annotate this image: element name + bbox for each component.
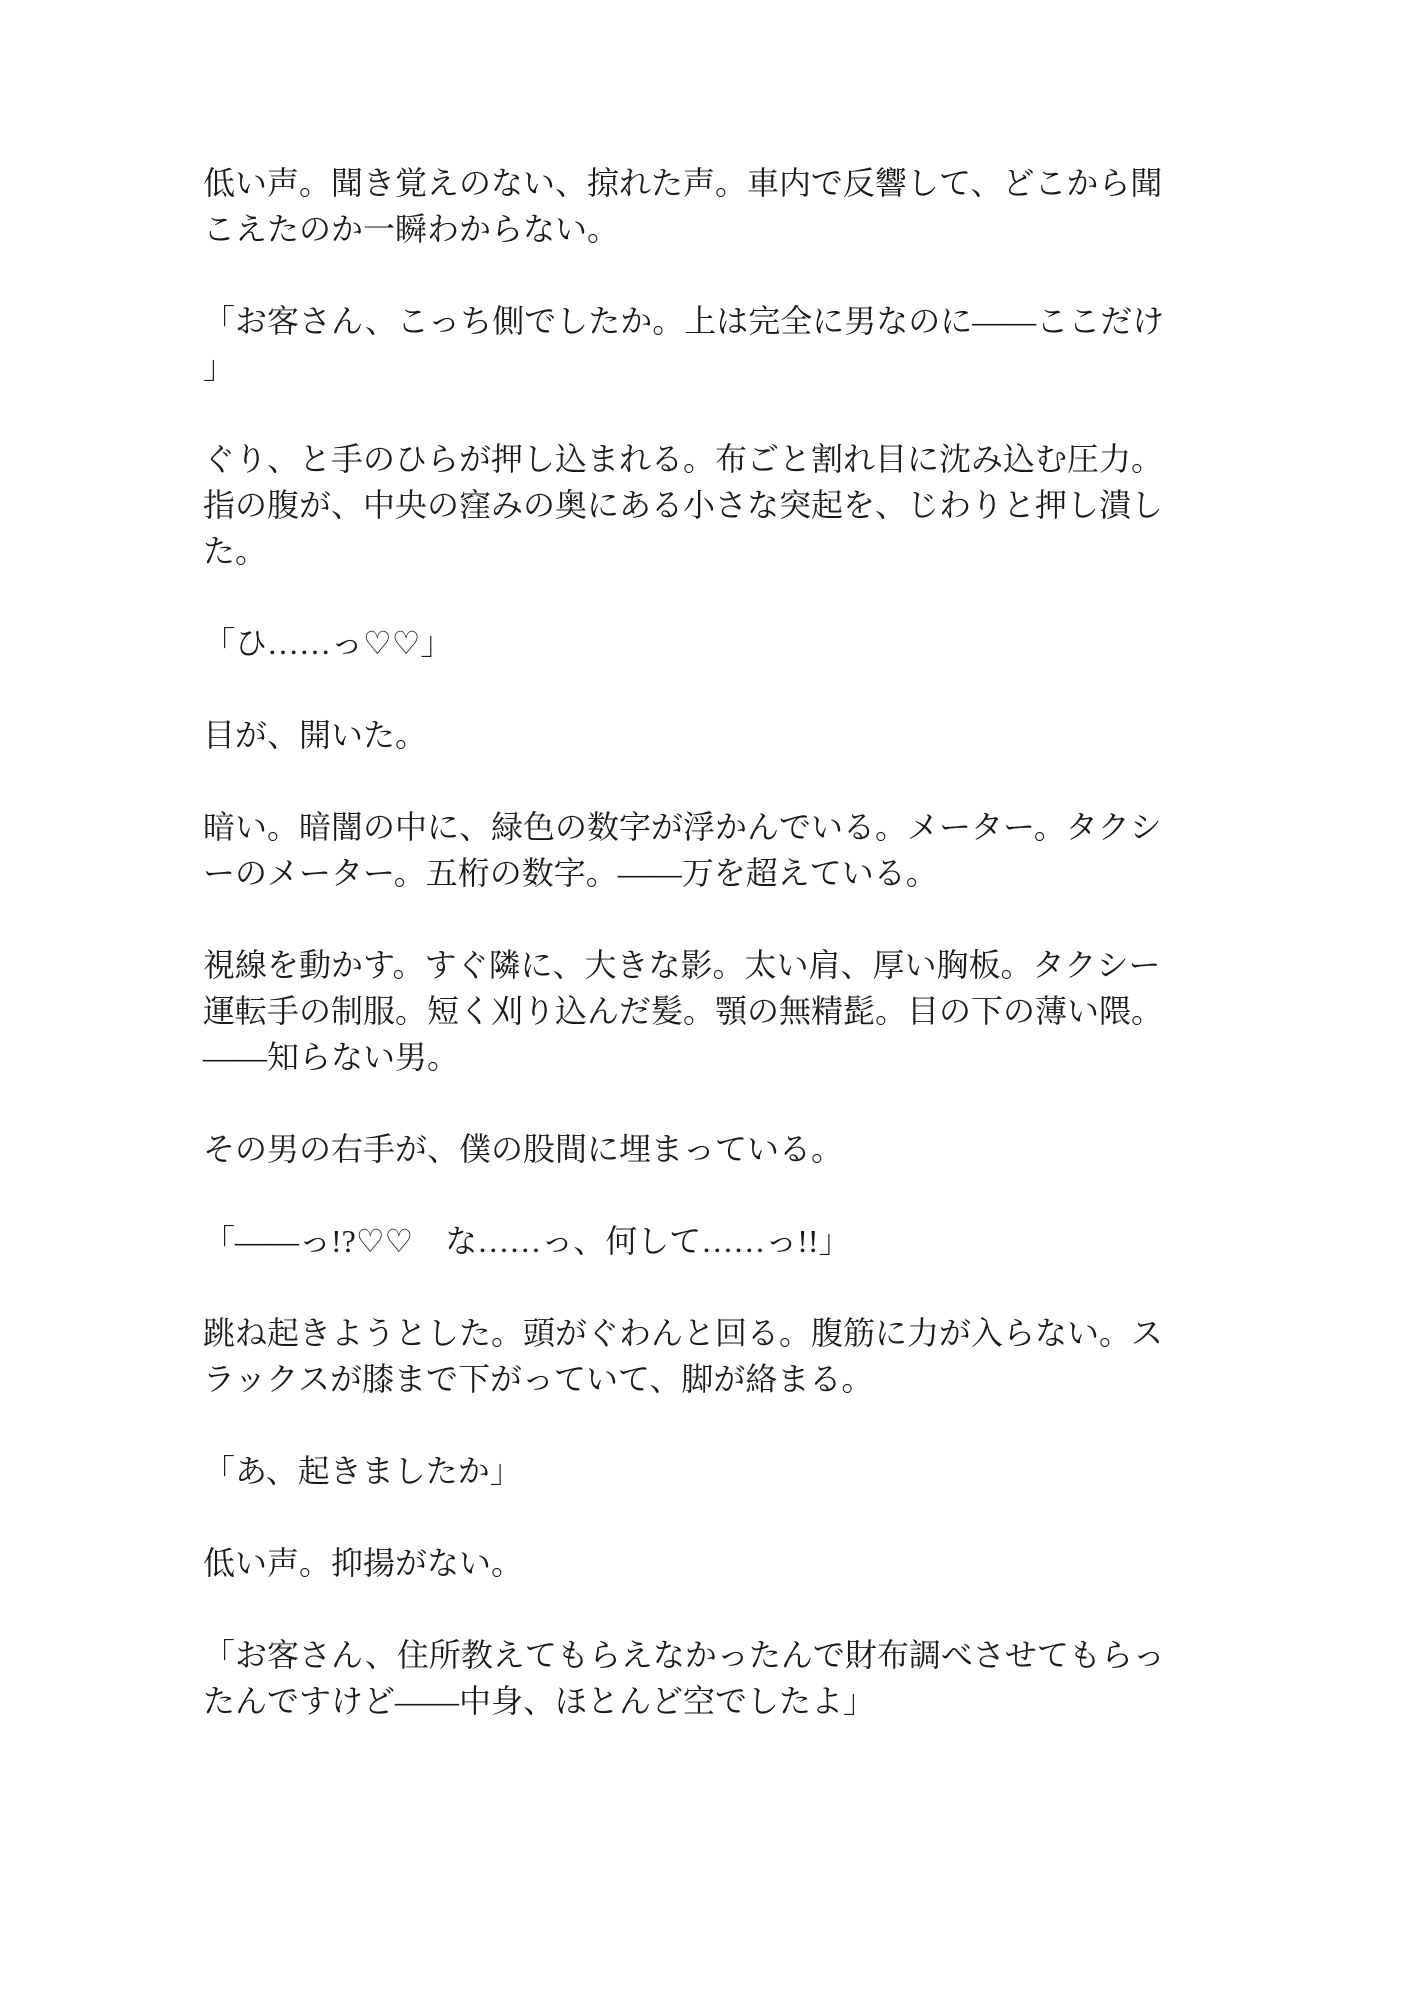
text-line: 跳ね起きようとした。頭がぐわんと回る。腹筋に力が入らない。ス: [203, 1315, 1164, 1351]
text-line: 「お客さん、住所教えてもらえなかったんで財布調べさせてもらっ: [203, 1637, 1165, 1673]
text-line: 視線を動かす。すぐ隣に、大きな影。太い肩、厚い胸板。タクシー: [203, 947, 1161, 983]
story-text: [203, 160, 1165, 1724]
paragraph: [203, 1126, 1165, 1172]
paragraph: [203, 160, 1165, 252]
text-line: 「ひ……っ♡♡」: [203, 625, 453, 661]
text-line: ぐり、と手のひらが押し込まれる。布ごと割れ目に沈み込む圧力。: [203, 441, 1164, 477]
text-line: たんですけど――中身、ほとんど空でしたよ」: [203, 1683, 876, 1719]
text-line: 「お客さん、こっち側でしたか。上は完全に男なのに――ここだけ: [203, 303, 1165, 339]
paragraph: [203, 712, 1165, 758]
paragraph: [203, 1448, 1165, 1494]
text-line: 暗い。暗闇の中に、緑色の数字が浮かんでいる。メーター。タクシ: [203, 809, 1162, 845]
text-line: 指の腹が、中央の窪みの奥にある小さな突起を、じわりと押し潰し: [203, 487, 1164, 523]
paragraph: [203, 436, 1165, 574]
text-line: こえたのか一瞬わからない。: [203, 211, 620, 247]
paragraph: [203, 1310, 1165, 1402]
text-line: 「――っ!?♡♡ な……っ、何して……っ!!」: [203, 1223, 851, 1259]
paragraph: [203, 1218, 1165, 1264]
paragraph: [203, 1632, 1165, 1724]
text-line: 運転手の制服。短く刈り込んだ髪。顎の無精髭。目の下の薄い隈。: [203, 993, 1164, 1029]
paragraph: [203, 804, 1165, 896]
text-line: ーのメーター。五桁の数字。――万を超えている。: [203, 855, 938, 891]
text-line: た。: [203, 533, 268, 569]
text-line: 「あ、起きましたか」: [203, 1453, 522, 1489]
paragraph: [203, 298, 1165, 390]
paragraph: [203, 1540, 1165, 1586]
text-line: 目が、開いた。: [203, 717, 428, 753]
paragraph: [203, 620, 1165, 666]
text-line: 」: [203, 349, 236, 385]
text-line: ラックスが膝まで下がっていて、脚が絡まる。: [203, 1361, 874, 1397]
text-line: 低い声。抑揚がない。: [203, 1545, 524, 1581]
paragraph: [203, 942, 1165, 1080]
text-line: ――知らない男。: [203, 1039, 460, 1075]
text-line: 低い声。聞き覚えのない、掠れた声。車内で反響して、どこから聞: [203, 165, 1163, 201]
text-line: その男の右手が、僕の股間に埋まっている。: [203, 1131, 844, 1167]
